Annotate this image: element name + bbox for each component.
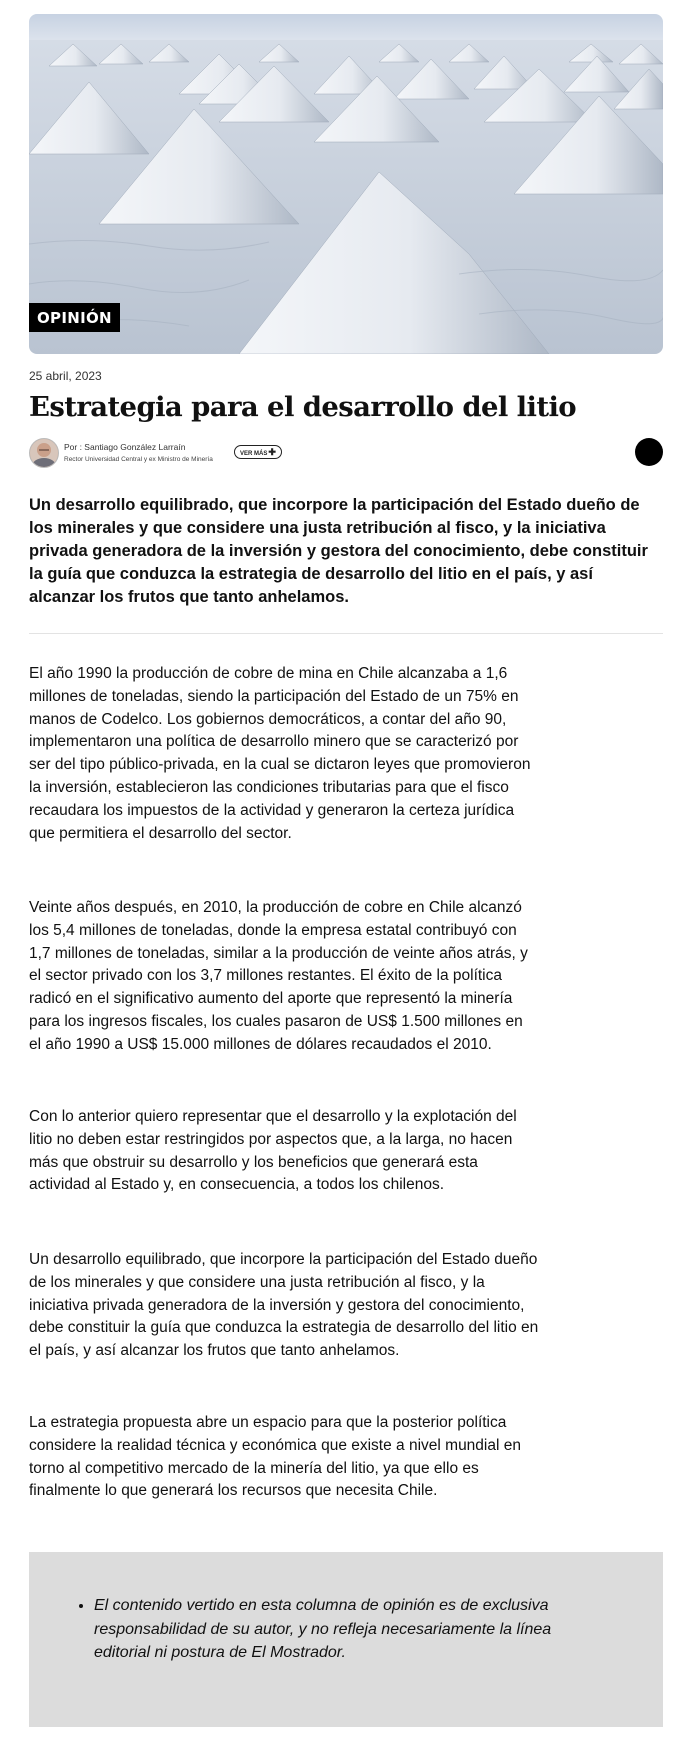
body-paragraph: La estrategia propuesta abre un espacio para que la posterior política considere la realidad técnica y económica que existe a nivel mundial en torno al competitivo mercado de la minería del litio, ya que ello es finalmente lo que generará los recursos que necesita Chile. — [29, 1414, 521, 1500]
see-more-label: VER MÁS — [240, 451, 268, 457]
plus-icon: ✚ — [268, 447, 276, 457]
body-paragraph: Con lo anterior quiero representar que el desarrollo y la explotación del litio no deben estar restringidos por aspectos que, a la larga, no hacen más que obstruir su desarrollo y los beneficios que generará esta actividad al Estado y, en consecuencia, a todos los chilenos. — [29, 1108, 517, 1194]
author-byline[interactable]: Por : Santiago González Larraín — [64, 442, 186, 452]
category-tag[interactable]: OPINIÓN — [29, 303, 120, 332]
disclaimer-box — [29, 1552, 663, 1727]
author-avatar[interactable] — [29, 438, 59, 468]
publish-date: 25 abril, 2023 — [29, 369, 102, 383]
article-title: Estrategia para el desarrollo del litio — [29, 391, 577, 423]
body-paragraph: Veinte años después, en 2010, la producción de cobre en Chile alcanzó los 5,4 millones de toneladas, donde la empresa estatal contribuyó con 1,7 millones de toneladas, similar a la producción de veinte años atrás, y el sector privado con los 3,7 millones restantes. El éxito de la política radicó en el significativo aumento del aporte que representó la minería para los ingresos fiscales, los cuales pasaron de US$ 1.500 millones en el año 1990 a US$ 15.000 millones de dólares recaudados el 2010. — [29, 899, 528, 1053]
disclaimer-list — [94, 1594, 554, 1665]
see-more-button[interactable] — [234, 445, 282, 459]
author-role: Rector Universidad Central y ex Ministro de Minería — [64, 456, 213, 463]
author-row — [29, 437, 663, 469]
body-paragraph: El año 1990 la producción de cobre de mina en Chile alcanzaba a 1,6 millones de toneladas, siendo la participación del Estado de un 75% en manos de Codelco. Los gobiernos democráticos, a contar del año 90, implementaron una política de desarrollo minero que se caracterizó por ser del tipo público-privada, en la cual se dictaron leyes que promovieron la inversión, establecieron las condiciones tributarias para que el fisco recaudara los impuestos de la actividad y generaron la certeza jurídica que permitiera el desarrollo del sector. — [29, 665, 531, 842]
article-lead: Un desarrollo equilibrado, que incorpore la participación del Estado dueño de los minerales y que considere una justa retribución al fisco, y la iniciativa privada generadora de la inversión y gestora del conocimiento, debe constituir la guía que conduzca la estrategia de desarrollo del litio en el país, y así alcanzar los frutos que tanto anhelamos. — [29, 496, 648, 606]
body-paragraph: Un desarrollo equilibrado, que incorpore la participación del Estado dueño de los minerales y que considere una justa retribución al fisco, y la iniciativa privada generadora de la inversión y gestora del conocimiento, debe constituir la guía que conduzca la estrategia de desarrollo del litio en el país, y así alcanzar los frutos que tanto anhelamos. — [29, 1251, 539, 1360]
divider — [29, 633, 663, 634]
salt-piles-illustration — [29, 14, 663, 354]
share-circle-icon[interactable] — [635, 438, 663, 466]
disclaimer-text: • El contenido vertido en esta columna de opinión es de exclusiva responsabilidad de su autor, y no refleja necesariamente la línea editorial ni postura de El Mostrador. — [94, 1594, 554, 1665]
hero-image — [29, 14, 663, 354]
